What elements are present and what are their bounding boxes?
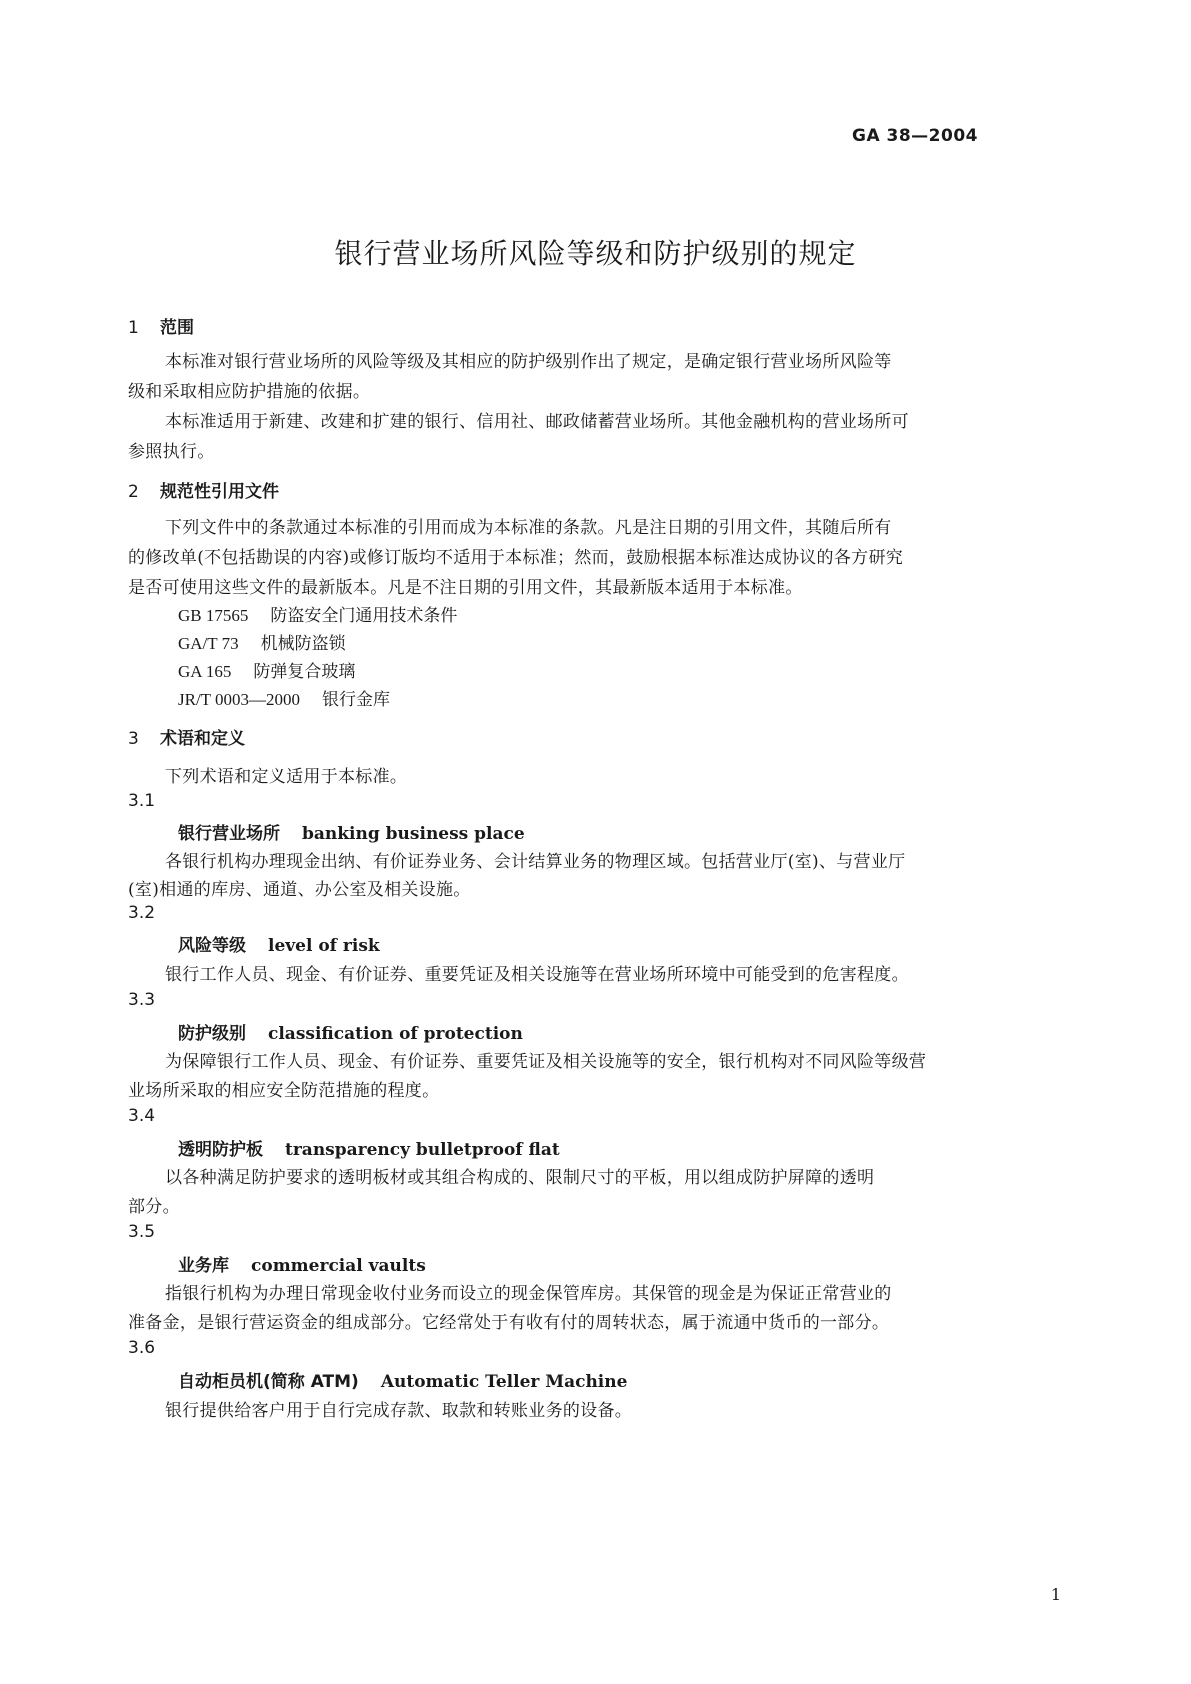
term-zh: 自动柜员机(简称 ATM) bbox=[178, 1372, 359, 1392]
clause-number: 3.1 bbox=[128, 791, 156, 811]
section-1-heading bbox=[128, 313, 194, 338]
term-zh: 业务库 bbox=[178, 1256, 229, 1276]
reference-code: GA/T 73 bbox=[178, 634, 239, 653]
clause-number: 3.3 bbox=[128, 990, 156, 1010]
paragraph-line: 是否可使用这些文件的最新版本。凡是不注日期的引用文件，其最新版本适用于本标准。 bbox=[128, 578, 803, 598]
clause-number: 3.4 bbox=[128, 1106, 156, 1126]
reference-title: 机械防盗锁 bbox=[260, 634, 346, 654]
reference-item bbox=[178, 657, 355, 682]
definition-line: 银行工作人员、现金、有价证券、重要凭证及相关设施等在营业场所环境中可能受到的危害程度。 bbox=[165, 965, 909, 985]
section-2-heading bbox=[128, 477, 279, 502]
definition-line: 银行提供给客户用于自行完成存款、取款和转账业务的设备。 bbox=[165, 1401, 633, 1421]
reference-title: 银行金库 bbox=[322, 690, 391, 710]
section-title: 术语和定义 bbox=[160, 729, 245, 749]
section-3-heading bbox=[128, 724, 245, 749]
section-title: 范围 bbox=[160, 318, 194, 338]
paragraph-line: 的修改单(不包括勘误的内容)或修订版均不适用于本标准；然而，鼓励根据本标准达成协议的各方研究 bbox=[128, 548, 904, 568]
definition-line: (室)相通的库房、通道、办公室及相关设施。 bbox=[128, 880, 471, 900]
section-number: 1 bbox=[128, 318, 139, 338]
paragraph-line: 下列术语和定义适用于本标准。 bbox=[165, 767, 408, 787]
paragraph-line: 本标准适用于新建、改建和扩建的银行、信用社、邮政储蓄营业场所。其他金融机构的营业场所可 bbox=[165, 412, 909, 432]
reference-item bbox=[178, 685, 390, 710]
term-zh: 风险等级 bbox=[178, 936, 246, 956]
reference-title: 防盗安全门通用技术条件 bbox=[270, 606, 458, 626]
term-en: banking business place bbox=[302, 824, 525, 844]
reference-title: 防弹复合玻璃 bbox=[253, 662, 356, 682]
term-heading bbox=[178, 1367, 627, 1392]
page-number: 1 bbox=[1050, 1585, 1061, 1604]
paragraph-line: 参照执行。 bbox=[128, 442, 215, 462]
term-en: level of risk bbox=[268, 936, 380, 956]
term-heading bbox=[178, 1251, 426, 1276]
clause-number: 3.2 bbox=[128, 903, 156, 923]
term-heading bbox=[178, 1135, 560, 1160]
definition-line: 准备金，是银行营运资金的组成部分。它经常处于有收有付的周转状态，属于流通中货币的一部分。 bbox=[128, 1313, 890, 1333]
section-number: 3 bbox=[128, 729, 139, 749]
paragraph-line: 本标准对银行营业场所的风险等级及其相应的防护级别作出了规定，是确定银行营业场所风险等 bbox=[165, 352, 892, 372]
definition-line: 指银行机构为办理日常现金收付业务而设立的现金保管库房。其保管的现金是为保证正常营业的 bbox=[165, 1284, 892, 1304]
reference-code: JR/T 0003—2000 bbox=[178, 690, 301, 709]
clause-number: 3.5 bbox=[128, 1222, 156, 1242]
term-en: classification of protection bbox=[268, 1024, 523, 1044]
reference-item bbox=[178, 601, 457, 626]
definition-line: 为保障银行工作人员、现金、有价证券、重要凭证及相关设施等的安全，银行机构对不同风险等级营 bbox=[165, 1052, 927, 1072]
term-heading bbox=[178, 1019, 523, 1044]
term-heading bbox=[178, 931, 380, 956]
term-en: Automatic Teller Machine bbox=[380, 1372, 628, 1392]
reference-item bbox=[178, 629, 346, 654]
term-zh: 透明防护板 bbox=[178, 1140, 263, 1160]
standard-code: GA 38—2004 bbox=[851, 126, 978, 146]
definition-line: 以各种满足防护要求的透明板材或其组合构成的、限制尺寸的平板，用以组成防护屏障的透明 bbox=[165, 1168, 875, 1188]
reference-code: GB 17565 bbox=[178, 606, 249, 625]
clause-number: 3.6 bbox=[128, 1338, 156, 1358]
paragraph-line: 下列文件中的条款通过本标准的引用而成为本标准的条款。凡是注日期的引用文件，其随后所有 bbox=[165, 518, 892, 538]
section-number: 2 bbox=[128, 482, 139, 502]
term-en: commercial vaults bbox=[251, 1256, 426, 1276]
paragraph-line: 级和采取相应防护措施的依据。 bbox=[128, 382, 371, 402]
reference-code: GA 165 bbox=[178, 662, 232, 681]
term-zh: 防护级别 bbox=[178, 1024, 246, 1044]
definition-line: 各银行机构办理现金出纳、有价证券业务、会计结算业务的物理区域。包括营业厅(室)、与营业厅 bbox=[165, 852, 906, 872]
term-en: transparency bulletproof flat bbox=[285, 1140, 560, 1160]
term-zh: 银行营业场所 bbox=[178, 824, 280, 844]
definition-line: 业场所采取的相应安全防范措施的程度。 bbox=[128, 1081, 440, 1101]
section-title: 规范性引用文件 bbox=[160, 482, 279, 502]
term-heading bbox=[178, 819, 525, 844]
definition-line: 部分。 bbox=[128, 1197, 180, 1217]
document-title: 银行营业场所风险等级和防护级别的规定 bbox=[334, 237, 857, 270]
